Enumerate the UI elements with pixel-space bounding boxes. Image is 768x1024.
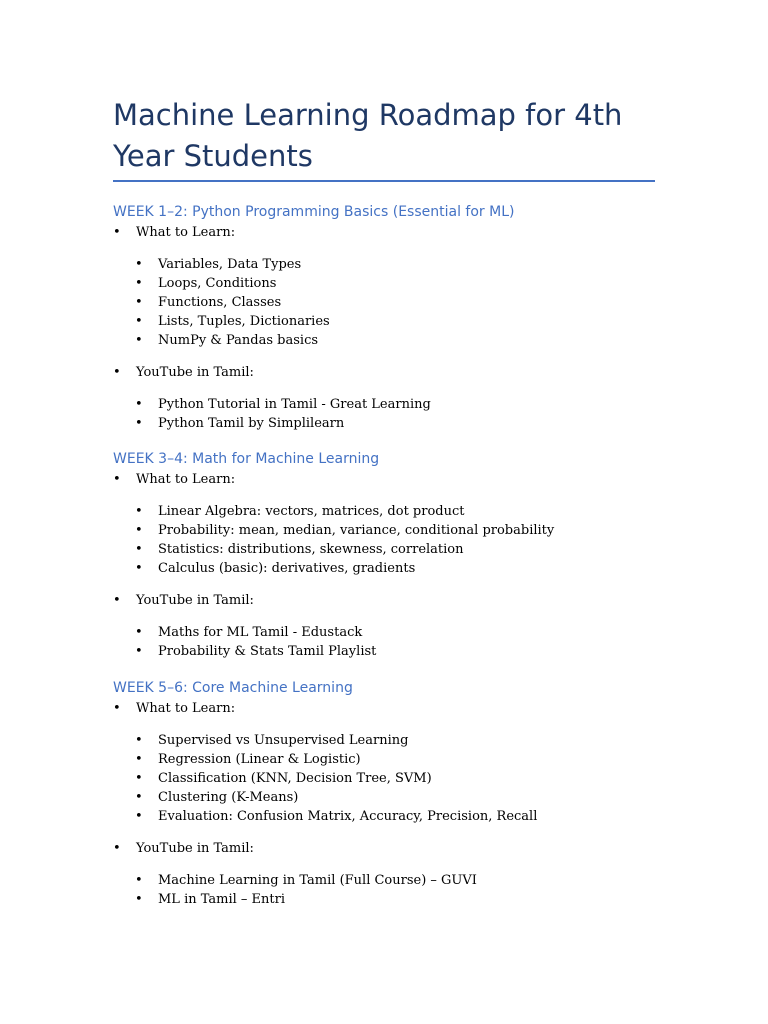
list-item: • Evaluation: Confusion Matrix, Accuracy, Precision, Recall — [113, 807, 655, 826]
list-item: • Statistics: distributions, skewness, correlation — [113, 540, 655, 559]
list-item: • Calculus (basic): derivatives, gradients — [113, 559, 655, 578]
document-title: Machine Learning Roadmap for 4th Year Students — [113, 98, 623, 173]
youtube-link: • Maths for ML Tamil - Edustack — [113, 623, 655, 642]
section-week-3-4 — [113, 448, 655, 661]
list-item: • Lists, Tuples, Dictionaries — [113, 312, 655, 331]
what-to-learn-label: • What to Learn: — [113, 699, 655, 718]
list-item: • NumPy & Pandas basics — [113, 331, 655, 350]
list-item: • Supervised vs Unsupervised Learning — [113, 731, 655, 750]
section-heading: WEEK 5–6: Core Machine Learning — [113, 680, 353, 696]
what-to-learn-label: • What to Learn: — [113, 223, 655, 242]
title-underline — [113, 180, 655, 182]
youtube-label: • YouTube in Tamil: — [113, 363, 655, 382]
list-item: • Functions, Classes — [113, 293, 655, 312]
section-week-1-2 — [113, 201, 655, 433]
list-item: • Probability: mean, median, variance, conditional probability — [113, 521, 655, 540]
youtube-link: • Python Tutorial in Tamil - Great Learning — [113, 395, 655, 414]
youtube-link: • Machine Learning in Tamil (Full Course) – GUVI — [113, 871, 655, 890]
list-item: • Classification (KNN, Decision Tree, SVM) — [113, 769, 655, 788]
section-heading: WEEK 1–2: Python Programming Basics (Essential for ML) — [113, 204, 515, 220]
list-item: • Clustering (K-Means) — [113, 788, 655, 807]
list-item: • Regression (Linear & Logistic) — [113, 750, 655, 769]
what-to-learn-label: • What to Learn: — [113, 470, 655, 489]
youtube-link: • ML in Tamil – Entri — [113, 890, 655, 909]
section-week-5-6 — [113, 677, 655, 909]
list-item: • Loops, Conditions — [113, 274, 655, 293]
list-item: • Linear Algebra: vectors, matrices, dot product — [113, 502, 655, 521]
youtube-link: • Python Tamil by Simplilearn — [113, 414, 655, 433]
youtube-link: • Probability & Stats Tamil Playlist — [113, 642, 655, 661]
list-item: • Variables, Data Types — [113, 255, 655, 274]
youtube-label: • YouTube in Tamil: — [113, 839, 655, 858]
youtube-label: • YouTube in Tamil: — [113, 591, 655, 610]
section-heading: WEEK 3–4: Math for Machine Learning — [113, 451, 380, 467]
